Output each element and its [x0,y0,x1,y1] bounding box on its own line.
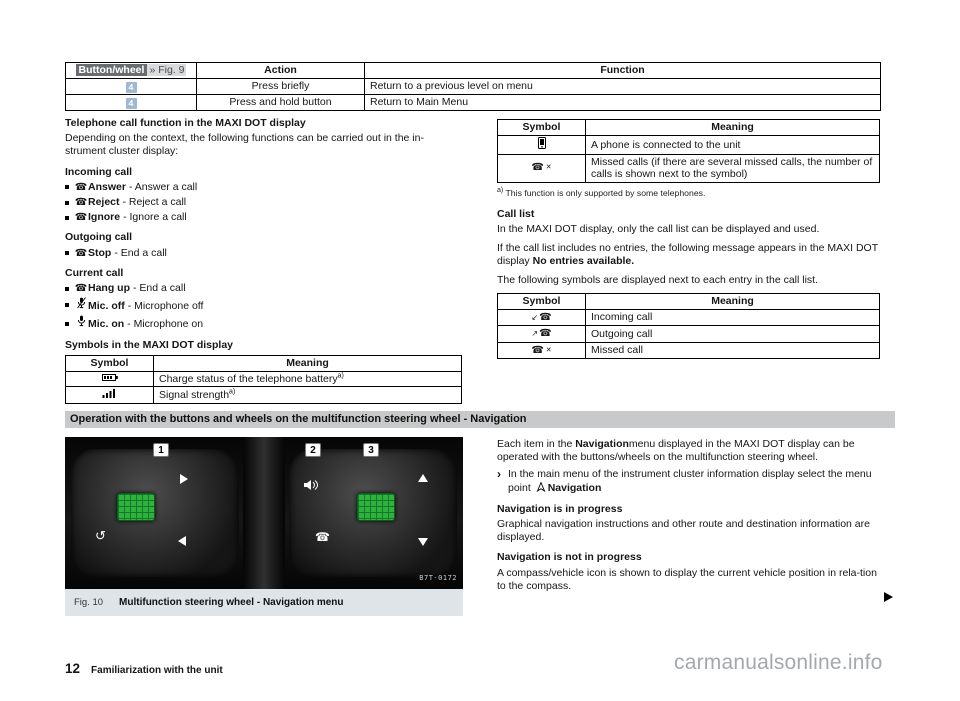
callout-3: 3 [363,443,379,457]
item-label: Answer [88,180,126,193]
footnote-ref: a) [337,372,344,380]
callout-1: 1 [153,443,169,457]
call-list-p3: The following symbols are displayed next to each entry in the call list. [497,274,818,287]
microphone-on-icon [74,315,88,330]
right-keypad-button [357,493,395,521]
arrow-right-icon [177,473,189,489]
button-4-badge: 4 [126,98,137,109]
nav-h1: Navigation is in progress [497,502,623,515]
square-bullet [65,216,69,220]
function-cell: Return to a previous level on menu [365,79,881,95]
page-number: 12 [65,661,81,676]
group-heading-incoming: Incoming call [65,165,133,178]
phone-handset-icon: ☎ [315,530,330,544]
item-label: Reject [88,196,120,209]
table-header-row: Symbol Meaning [498,120,880,136]
item-label: Mic. on [88,318,125,331]
item-desc: - Answer a call [128,180,198,193]
battery-icon [102,373,118,385]
item-label: Ignore [88,211,121,224]
missed-calls-icon: ☎ ✕ [531,162,552,174]
maxidot-symbols-table [65,355,462,404]
table-row [66,79,881,95]
symbol-meaning: Missed calls (if there are several missed calls, the number of calls is shown next to the symbol) [586,154,880,182]
item-label: Mic. off [88,300,125,313]
incoming-call-icon: ↙ ☎ [531,311,552,323]
table-row [66,95,881,111]
missed-call-icon: ☎ ✕ [531,344,552,356]
group-heading-outgoing: Outgoing call [65,231,133,244]
group-heading-current: Current call [65,266,124,279]
phone-symbols-table [497,119,880,183]
image-code: B7T-0172 [419,573,457,582]
button-4-badge: 4 [126,82,137,93]
item-desc: - Ignore a call [123,211,187,224]
phone-connected-icon [538,140,546,152]
telephone-functions-section [65,117,462,404]
function-cell: Return to Main Menu [365,95,881,111]
phone-ignore-icon: ☎ [74,212,88,224]
square-bullet [65,322,69,326]
table-row [66,371,462,387]
table-header-row: Symbol Meaning [66,355,462,371]
chapter-title: Familiarization with the unit [91,665,223,676]
call-list-p1: In the MAXI DOT display, only the call list can be displayed and used. [497,222,820,235]
phone-reject-icon: ☎ [74,197,88,209]
phone-stop-icon: ☎ [74,247,88,259]
microphone-off-icon [74,297,88,312]
watermark[interactable]: carmanualsonline.info [674,651,883,674]
steering-wheel-left-spoke [71,449,239,577]
figure-label: Fig. 10 [74,596,104,608]
step-item [497,468,883,495]
signal-strength-icon [102,389,117,401]
square-bullet [65,251,69,255]
nav-p2: Graphical navigation instructions and other route and destination information are displayed. [497,518,870,544]
table-header-row: Symbol Meaning [498,293,880,309]
table-row [66,387,462,404]
symbol-meaning: Outgoing call [586,326,880,343]
item-desc: - End a call [133,282,186,295]
item-desc: - Microphone on [127,318,204,331]
list-item [65,297,462,313]
step-marker: › [497,467,501,482]
list-item [65,211,462,224]
item-label: Hang up [88,282,130,295]
steering-wheel-photo [65,437,463,589]
list-item [65,196,462,209]
square-bullet [65,185,69,189]
figure-10 [65,437,463,616]
phone-answer-icon: ☎ [74,181,88,193]
figure-title: Multifunction steering wheel - Navigation menu [119,596,344,608]
item-label: Stop [88,246,112,259]
arrow-left-icon [177,535,189,551]
square-bullet [65,287,69,291]
arrow-up-icon [417,473,429,489]
figure-caption [65,589,463,616]
footnote: $^{a)}$ This function is only supported by some telephones. [497,186,706,198]
intro-text: Depending on the context, the following functions can be carried out in the in-strument cluster display: [65,132,424,158]
callout-2: 2 [305,443,321,457]
outgoing-call-icon: ↗ ☎ [531,328,552,340]
symbol-meaning: Signal strength [159,388,230,401]
header-function: Function [365,63,881,79]
action-cell: Press and hold button [197,95,365,111]
nav-p1: Each item in the Navigationmenu displayed in the MAXI DOT display can be operated with the buttons/wheels on the multifunction steering wheel. [497,438,855,464]
speaker-icon [303,479,318,495]
item-desc: - Reject a call [122,196,187,209]
list-item [65,282,462,295]
square-bullet [65,303,69,307]
table-header-row [66,63,881,79]
arrow-down-icon [417,535,429,551]
phone-symbols-section [497,119,880,359]
symbol-meaning: Missed call [586,342,880,359]
button-function-table [65,62,881,111]
scroll-wheel-icon: ↺ [95,528,106,543]
header-button-wheel: Button/wheel [76,64,148,76]
step-text: In the main menu of the instrument cluster information display select the menu point Navigation [508,468,883,495]
table-row [498,154,880,182]
table-row [498,309,880,326]
header-action: Action [197,63,365,79]
action-cell: Press briefly [197,79,365,95]
symbol-meaning: Incoming call [586,309,880,326]
nav-p3: A compass/vehicle icon is shown to display the current vehicle position in rela-tion to the compass. [497,566,877,592]
navigation-section-text [497,438,883,597]
left-keypad-button [117,493,155,521]
call-list-title: Call list [497,207,535,220]
list-item [65,247,462,260]
section-title: Telephone call function in the MAXI DOT display [65,117,306,129]
square-bullet [65,201,69,205]
symbols-title: Symbols in the MAXI DOT display [65,338,234,351]
steering-column [243,437,285,589]
fig-9-reference-link[interactable]: » Fig. 9 [149,64,185,77]
continuation-arrow-icon [884,592,893,602]
list-item [65,315,462,331]
phone-hangup-icon: ☎ [74,283,88,295]
footnote-ref: a) [229,388,236,396]
table-row [498,342,880,359]
page-footer [65,662,223,677]
list-item [65,181,462,194]
navigation-menu-icon [536,482,546,496]
nav-h2: Navigation is not in progress [497,551,642,564]
item-desc: - End a call [114,246,167,259]
call-list-p2: If the call list includes no entries, the following message appears in the MAXI DOT display No entries available. [497,241,878,268]
symbol-meaning: Charge status of the telephone battery [159,372,338,385]
symbol-meaning: A phone is connected to the unit [586,136,880,155]
item-desc: - Microphone off [127,300,204,313]
section-header-navigation: Operation with the buttons and wheels on the multifunction steering wheel - Navigation [65,411,895,428]
table-row [498,136,880,155]
table-row [498,326,880,343]
call-list-table [497,293,880,360]
